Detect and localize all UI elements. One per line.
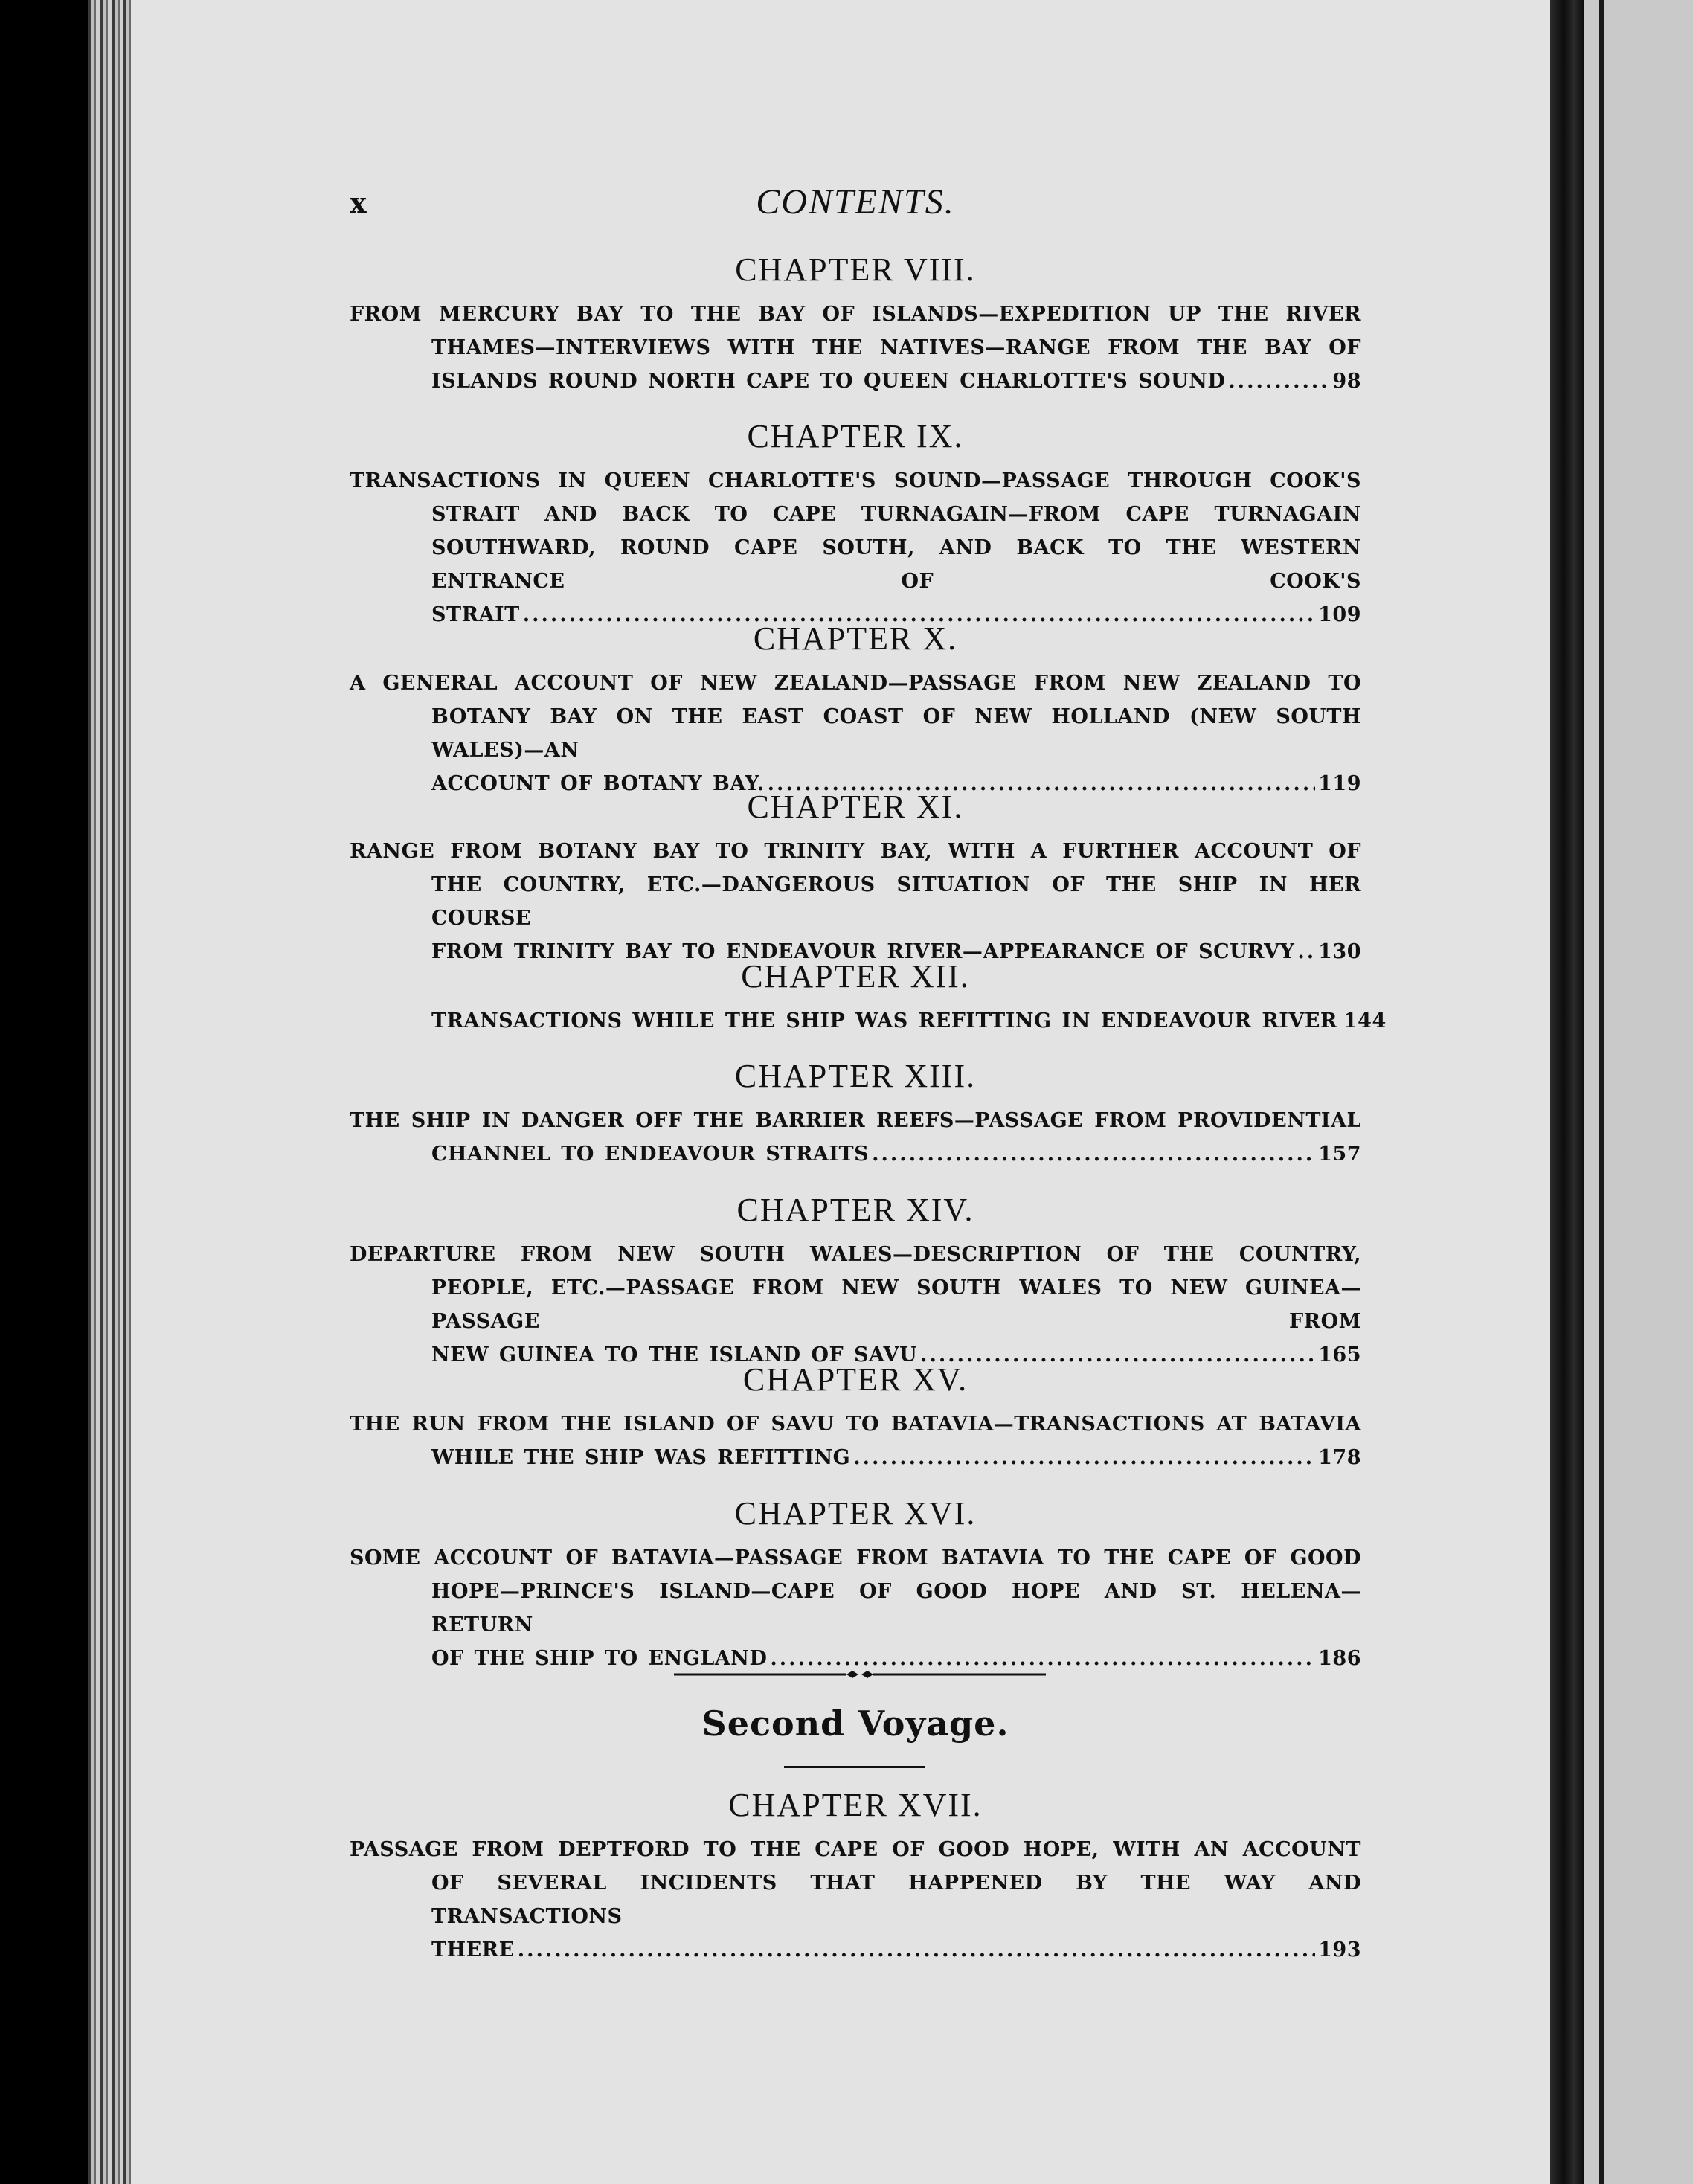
chapter-heading: CHAPTER XVII.: [728, 1787, 983, 1823]
dot-leader: [872, 1137, 1315, 1171]
chapter-heading: CHAPTER X.: [753, 620, 958, 657]
folio: x: [350, 186, 367, 219]
chapter-entry-x: [350, 619, 1361, 800]
chapter-summary: [350, 464, 1361, 632]
section-title: Second Voyage.: [701, 1703, 1009, 1744]
chapter-summary-last-line: [431, 1441, 1361, 1474]
chapter-heading: CHAPTER XI.: [747, 789, 964, 825]
page-number: 109: [1318, 603, 1361, 626]
chapter-summary-lead: FROM MERCURY BAY TO THE BAY OF ISLANDS—EXPEDITION UP THE RIVER THAMES—INTERVIEWS WITH THE NATIVES—RANGE FROM THE BAY OF: [350, 303, 1361, 359]
chapter-summary-tail: THERE: [431, 1939, 515, 1962]
chapter-summary-lead: THE RUN FROM THE ISLAND OF SAVU TO BATAVIA—TRANSACTIONS AT BATAVIA: [350, 1413, 1361, 1436]
chapter-summary: [350, 667, 1361, 800]
chapter-entry-xvii: [350, 1785, 1361, 1967]
chapter-summary-lead: SOME ACCOUNT OF BATAVIA—PASSAGE FROM BATAVIA TO THE CAPE OF GOOD HOPE—PRINCE'S ISLAND—CAPE OF GOOD HOPE AND ST. HELENA—RETURN: [350, 1547, 1361, 1637]
running-title: CONTENTS.: [756, 182, 955, 222]
chapter-summary-tail: ISLANDS ROUND NORTH CAPE TO QUEEN CHARLOTTE'S SOUND: [431, 370, 1226, 393]
chapter-summary-lead: THE SHIP IN DANGER OFF THE BARRIER REEFS—PASSAGE FROM PROVIDENTIAL: [350, 1109, 1361, 1132]
chapter-summary-tail: WHILE THE SHIP WAS REFITTING: [431, 1446, 851, 1469]
chapter-summary-last-line: [431, 1004, 1387, 1038]
chapter-summary-lead: PASSAGE FROM DEPTFORD TO THE CAPE OF GOOD HOPE, WITH AN ACCOUNT OF SEVERAL INCIDENTS THAT HAPPENED BY THE WAY AND TRANSACTIONS: [350, 1838, 1361, 1928]
chapter-heading: CHAPTER XV.: [742, 1361, 968, 1398]
chapter-heading: CHAPTER XIV.: [736, 1192, 974, 1228]
chapter-summary-last-line: [431, 1933, 1361, 1967]
left-page-edge: [88, 0, 132, 2184]
chapter-summary-lead: DEPARTURE FROM NEW SOUTH WALES—DESCRIPTION OF THE COUNTRY, PEOPLE, ETC.—PASSAGE FROM NEW SOUTH WALES TO NEW GUINEA—PASSAGE FROM: [350, 1243, 1361, 1333]
chapter-summary: [350, 1238, 1361, 1372]
chapter-summary-tail: FROM TRINITY BAY TO ENDEAVOUR RIVER—APPEARANCE OF SCURVY: [431, 940, 1295, 963]
chapter-entry-xiv: [350, 1190, 1361, 1372]
chapter-summary-tail: NEW GUINEA TO THE ISLAND OF SAVU: [431, 1343, 918, 1366]
chapter-entry-xv: [350, 1360, 1361, 1474]
dot-leader: [853, 1441, 1315, 1474]
running-head: [350, 179, 1361, 231]
chapter-entry-xi: [350, 787, 1361, 969]
page-number: 186: [1318, 1647, 1361, 1670]
chapter-summary-tail: STRAIT: [431, 603, 520, 626]
chapter-heading: CHAPTER XVI.: [734, 1495, 977, 1532]
chapter-summary-lead: TRANSACTIONS IN QUEEN CHARLOTTE'S SOUND—PASSAGE THROUGH COOK'S STRAIT AND BACK TO CAPE TURNAGAIN—FROM CAPE TURNAGAIN SOUTHWARD, ROUND CAPE SOUTH, AND BACK TO THE WESTERN ENTRANCE OF COOK'S: [350, 469, 1361, 593]
chapter-summary: [350, 1833, 1361, 1967]
chapter-entry-xii: [350, 957, 1387, 1038]
chapter-summary-last-line: [431, 364, 1361, 398]
chapter-summary-tail: CHANNEL TO ENDEAVOUR STRAITS: [431, 1143, 870, 1166]
page-number: 130: [1318, 940, 1361, 963]
page-number: 144: [1343, 1009, 1387, 1032]
chapter-summary-tail: OF THE SHIP TO ENGLAND: [431, 1647, 768, 1670]
chapter-summary: [350, 1104, 1361, 1171]
chapter-entry-xvi: [350, 1494, 1361, 1675]
chapter-entry-viii: [350, 250, 1361, 398]
chapter-summary: [350, 1541, 1361, 1675]
dot-leader: [518, 1933, 1315, 1967]
dot-leader: [1228, 364, 1329, 398]
chapter-entry-ix: [350, 417, 1361, 632]
chapter-summary-last-line: [431, 1137, 1361, 1171]
chapter-summary: [350, 835, 1361, 969]
chapter-entry-xiii: [350, 1056, 1361, 1171]
page-number: 193: [1318, 1939, 1361, 1962]
chapter-summary: [350, 1407, 1361, 1474]
page-number: 119: [1318, 772, 1361, 795]
page-number: 157: [1318, 1143, 1361, 1166]
short-rule: [784, 1766, 925, 1768]
facing-page-edge-line: [1599, 0, 1604, 2184]
chapter-heading: CHAPTER IX.: [747, 418, 964, 455]
chapter-summary-lead: RANGE FROM BOTANY BAY TO TRINITY BAY, WITH A FURTHER ACCOUNT OF THE COUNTRY, ETC.—DANGEROUS SITUATION OF THE SHIP IN HER COURSE: [350, 840, 1361, 930]
chapter-summary-tail: TRANSACTIONS WHILE THE SHIP WAS REFITTING IN ENDEAVOUR RIVER: [431, 1009, 1337, 1032]
chapter-summary-lead: A GENERAL ACCOUNT OF NEW ZEALAND—PASSAGE FROM NEW ZEALAND TO BOTANY BAY ON THE EAST COAST OF NEW HOLLAND (NEW SOUTH WALES)—AN: [350, 672, 1361, 762]
chapter-heading: CHAPTER XIII.: [734, 1058, 977, 1094]
book-gutter: [1550, 0, 1584, 2184]
chapter-summary: [350, 1004, 1387, 1038]
chapter-summary: [350, 298, 1361, 398]
chapter-heading: CHAPTER XII.: [741, 958, 970, 995]
ornamental-rule: [674, 1669, 1046, 1680]
page-number: 165: [1318, 1343, 1361, 1366]
page-number: 178: [1318, 1446, 1361, 1469]
chapter-heading: CHAPTER VIII.: [735, 251, 976, 288]
chapter-summary-tail: ACCOUNT OF BOTANY BAY.: [431, 772, 765, 795]
page-number: 98: [1332, 370, 1361, 393]
